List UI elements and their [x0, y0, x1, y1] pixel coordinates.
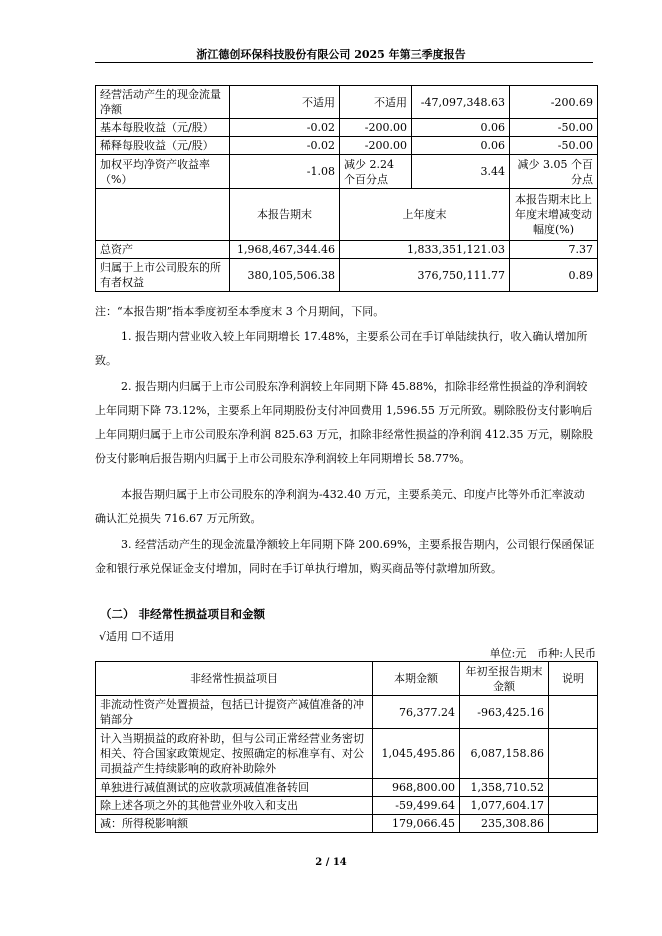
header-rule: [95, 62, 593, 63]
row-label: 归属于上市公司股东的所有者权益: [96, 259, 230, 292]
cell-value: 1,077,604.17: [460, 797, 549, 815]
cell-value: 179,066.45: [373, 815, 460, 833]
cell-value: 380,105,506.38: [230, 259, 340, 292]
table-row: [96, 241, 598, 259]
column-header: 年初至报告期末金额: [460, 662, 549, 696]
cell-value: 968,800.00: [373, 779, 460, 797]
cell-value: -0.02: [230, 137, 340, 155]
cell-value: -0.02: [230, 119, 340, 137]
unit-currency-label: 单位:元 币种:人民币: [489, 647, 596, 660]
table-row: [96, 815, 598, 833]
cell-value: 6,087,158.86: [460, 729, 549, 779]
item-label: 非流动性资产处置损益，包括已计提资产减值准备的冲销部分: [96, 696, 373, 729]
cell-value: 不适用: [230, 86, 340, 119]
cell-value: 减少 3.05 个百分点: [510, 155, 598, 189]
item-label: 计入当期损益的政府补助，但与公司正常经营业务密切相关、符合国家政策规定、按照确定的标准享有、对公司损益产生持续影响的政府补助除外: [96, 729, 373, 779]
row-label: 稀释每股收益（元/股）: [96, 137, 230, 155]
column-header: 本期金额: [373, 662, 460, 696]
cell-value: 0.89: [510, 259, 598, 292]
table-row: [96, 797, 598, 815]
cell-value: 7.37: [510, 241, 598, 259]
page-number: 2 / 14: [315, 857, 347, 868]
cell-value: 减少 2.24 个百分点: [340, 155, 412, 189]
cell-value: 1,968,467,344.46: [230, 241, 340, 259]
paragraph: 本报告期归属于上市公司股东的净利润为-432.40 万元，主要系美元、印度卢比等外币汇率波动确认汇兑损失 716.67 万元所致。: [95, 488, 585, 525]
cell-value: -50.00: [510, 119, 598, 137]
cell-value: 3.44: [412, 155, 510, 189]
item-label: 除上述各项之外的其他营业外收入和支出: [96, 797, 373, 815]
cell-value: 0.06: [412, 137, 510, 155]
cell-value: 76,377.24: [373, 696, 460, 729]
cell-value: 376,750,111.77: [340, 259, 510, 292]
cell-desc: [549, 696, 598, 729]
cell-value: -50.00: [510, 137, 598, 155]
table-header-row: [96, 189, 598, 241]
table-row: [96, 696, 598, 729]
table-row: [96, 137, 598, 155]
table-note: 注：“本报告期”指本季度初至本季度末 3 个月期间，下同。: [95, 305, 385, 318]
row-label: 基本每股收益（元/股）: [96, 119, 230, 137]
applicability-checkbox: √适用 ☐不适用: [99, 630, 175, 643]
section-title: （二） 非经常性损益项目和金额: [100, 607, 266, 621]
cell-value: -47,097,348.63: [412, 86, 510, 119]
column-header: 说明: [549, 662, 598, 696]
cell-desc: [549, 779, 598, 797]
cell-desc: [549, 797, 598, 815]
cell-value: -963,425.16: [460, 696, 549, 729]
item-label: 减：所得税影响额: [96, 815, 373, 833]
paragraph: 3. 经营活动产生的现金流量净额较上年同期下降 200.69%，主要系报告期内，公司银行保函保证金和银行承兑保证金支付增加，同时在手订单执行增加，购买商品等付款增加所致。: [95, 538, 595, 575]
column-header: 本报告期末: [230, 189, 340, 241]
cell-value: 1,358,710.52: [460, 779, 549, 797]
cell-value: 不适用: [340, 86, 412, 119]
cell-value: -200.00: [340, 119, 412, 137]
table-header-row: [96, 662, 598, 696]
item-label: 单独进行减值测试的应收款项减值准备转回: [96, 779, 373, 797]
column-header: 上年度末: [340, 189, 510, 241]
cell-value: -200.00: [340, 137, 412, 155]
cell-value: -1.08: [230, 155, 340, 189]
table-row: [96, 155, 598, 189]
table-row: [96, 779, 598, 797]
cell-value: -59,499.64: [373, 797, 460, 815]
cell-value: -200.69: [510, 86, 598, 119]
column-header: 非经常性损益项目: [96, 662, 373, 696]
paragraph: 2. 报告期内归属于上市公司股东净利润较上年同期下降 45.88%，扣除非经常性损益的净利润较上年同期下降 73.12%，主要系上年同期股份支付冲回费用 1,596.55 万元所致。剔除股份支付影响后上年同期归属于上市公司股东净利润 825.63 万元，扣除非经常性损益的净利润 412.35 万元，剔除股份支付影响后报告期内归属于上市公司股东净利润较上年同期增长 58.77%。: [95, 380, 593, 465]
table-row: [96, 259, 598, 292]
table-row: [96, 729, 598, 779]
table-row: [96, 119, 598, 137]
cell-value: 1,045,495.86: [373, 729, 460, 779]
empty-cell: [96, 189, 230, 241]
cell-desc: [549, 729, 598, 779]
non-recurring-items-table: [95, 661, 598, 833]
financial-metrics-table: [95, 85, 598, 292]
cell-desc: [549, 815, 598, 833]
row-label: 经营活动产生的现金流量净额: [96, 86, 230, 119]
column-header: 本报告期末比上年度末增减变动幅度(%): [510, 189, 598, 241]
cell-value: 1,833,351,121.03: [340, 241, 510, 259]
row-label: 加权平均净资产收益率（%）: [96, 155, 230, 189]
cell-value: 0.06: [412, 119, 510, 137]
paragraph: 1. 报告期内营业收入较上年同期增长 17.48%，主要系公司在手订单陆续执行，收入确认增加所致。: [95, 330, 588, 367]
document-header: 浙江德创环保科技股份有限公司 2025 年第三季度报告: [196, 48, 466, 61]
table-row: [96, 86, 598, 119]
cell-value: 235,308.86: [460, 815, 549, 833]
row-label: 总资产: [96, 241, 230, 259]
